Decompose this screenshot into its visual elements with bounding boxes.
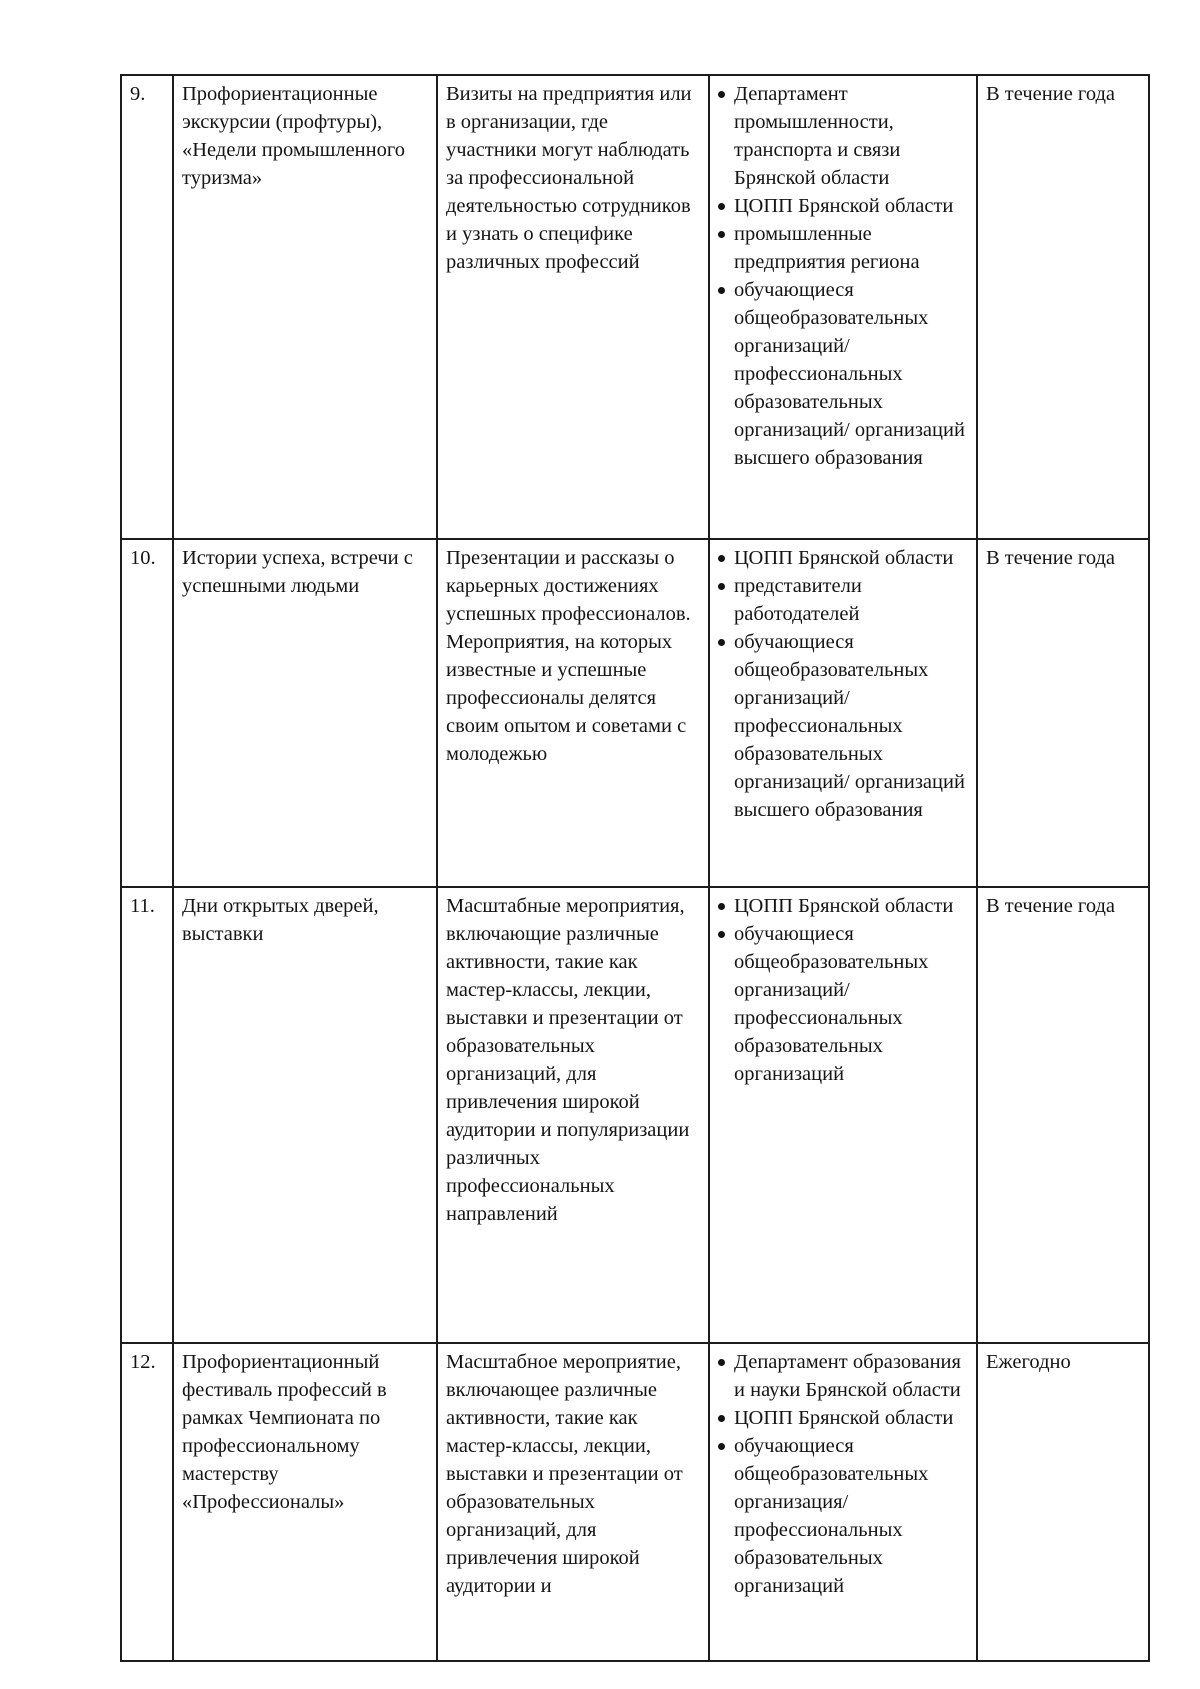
participant-text: обучающиеся общеобразовательных организация/профессиональных образовательных организаций bbox=[734, 1435, 929, 1597]
event-participants bbox=[709, 1343, 977, 1661]
event-name: Истории успеха, встречи с успешными людьми bbox=[173, 539, 437, 887]
participants-list bbox=[718, 544, 970, 824]
event-description: Масштабное мероприятие, включающее различные активности, такие как мастер-классы, лекции, выставки и презентации от образовательных организаций, для привлечения широкой аудитории и bbox=[437, 1343, 709, 1661]
event-participants bbox=[709, 887, 977, 1343]
event-term: В течение года bbox=[977, 75, 1149, 539]
table-row bbox=[121, 887, 1149, 1343]
list-item bbox=[718, 1404, 970, 1432]
table-row bbox=[121, 539, 1149, 887]
event-description: Визиты на предприятия или в организации, где участники могут наблюдать за профессиональной деятельностью сотрудников и узнать о специфике различных профессий bbox=[437, 75, 709, 539]
participant-text: промышленные предприятия региона bbox=[734, 223, 920, 273]
event-participants bbox=[709, 75, 977, 539]
event-term: В течение года bbox=[977, 887, 1149, 1343]
bullet-icon bbox=[718, 203, 725, 210]
participant-text: обучающиеся общеобразовательных организаций/профессиональных образовательных организаций bbox=[734, 923, 929, 1085]
participants-list bbox=[718, 80, 970, 472]
list-item bbox=[718, 276, 970, 472]
list-item bbox=[718, 628, 970, 824]
row-number: 11. bbox=[121, 887, 173, 1343]
participant-text: представители работодателей bbox=[734, 575, 862, 625]
participant-text: ЦОПП Брянской области bbox=[734, 547, 954, 569]
event-participants bbox=[709, 539, 977, 887]
participants-list bbox=[718, 1348, 970, 1600]
bullet-icon bbox=[718, 91, 725, 98]
list-item bbox=[718, 192, 970, 220]
participant-text: Департамент промышленности, транспорта и связи Брянской области bbox=[734, 83, 901, 189]
bullet-icon bbox=[718, 555, 725, 562]
bullet-icon bbox=[718, 931, 725, 938]
list-item bbox=[718, 1432, 970, 1600]
participants-list bbox=[718, 892, 970, 1088]
participant-text: ЦОПП Брянской области bbox=[734, 195, 954, 217]
table-row bbox=[121, 1343, 1149, 1661]
bullet-icon bbox=[718, 1443, 725, 1450]
participant-text: обучающиеся общеобразовательных организаций/профессиональных образовательных организаций/ организаций высшего образования bbox=[734, 631, 965, 821]
events-table bbox=[120, 74, 1150, 1662]
row-number: 12. bbox=[121, 1343, 173, 1661]
list-item bbox=[718, 80, 970, 192]
list-item bbox=[718, 920, 970, 1088]
bullet-icon bbox=[718, 1359, 725, 1366]
participant-text: обучающиеся общеобразовательных организаций/профессиональных образовательных организаций/ организаций высшего образования bbox=[734, 279, 965, 469]
event-name: Профориентационные экскурсии (профтуры), «Недели промышленного туризма» bbox=[173, 75, 437, 539]
event-term: В течение года bbox=[977, 539, 1149, 887]
participant-text: ЦОПП Брянской области bbox=[734, 895, 954, 917]
event-name: Дни открытых дверей, выставки bbox=[173, 887, 437, 1343]
participant-text: Департамент образования и науки Брянской области bbox=[734, 1351, 961, 1401]
list-item bbox=[718, 220, 970, 276]
bullet-icon bbox=[718, 903, 725, 910]
list-item bbox=[718, 1348, 970, 1404]
list-item bbox=[718, 892, 970, 920]
row-number: 9. bbox=[121, 75, 173, 539]
event-term: Ежегодно bbox=[977, 1343, 1149, 1661]
event-name: Профориентационный фестиваль профессий в рамках Чемпионата по профессиональному мастерству «Профессионалы» bbox=[173, 1343, 437, 1661]
event-description: Масштабные мероприятия, включающие различные активности, такие как мастер-классы, лекции, выставки и презентации от образовательных организаций, для привлечения широкой аудитории и популяризации различных профессиональных направлений bbox=[437, 887, 709, 1343]
bullet-icon bbox=[718, 639, 725, 646]
bullet-icon bbox=[718, 287, 725, 294]
event-description: Презентации и рассказы о карьерных достижениях успешных профессионалов. Мероприятия, на которых известные и успешные профессионалы делятся своим опытом и советами с молодежью bbox=[437, 539, 709, 887]
participant-text: ЦОПП Брянской области bbox=[734, 1407, 954, 1429]
table-row bbox=[121, 75, 1149, 539]
list-item bbox=[718, 572, 970, 628]
list-item bbox=[718, 544, 970, 572]
bullet-icon bbox=[718, 1415, 725, 1422]
bullet-icon bbox=[718, 231, 725, 238]
bullet-icon bbox=[718, 583, 725, 590]
row-number: 10. bbox=[121, 539, 173, 887]
